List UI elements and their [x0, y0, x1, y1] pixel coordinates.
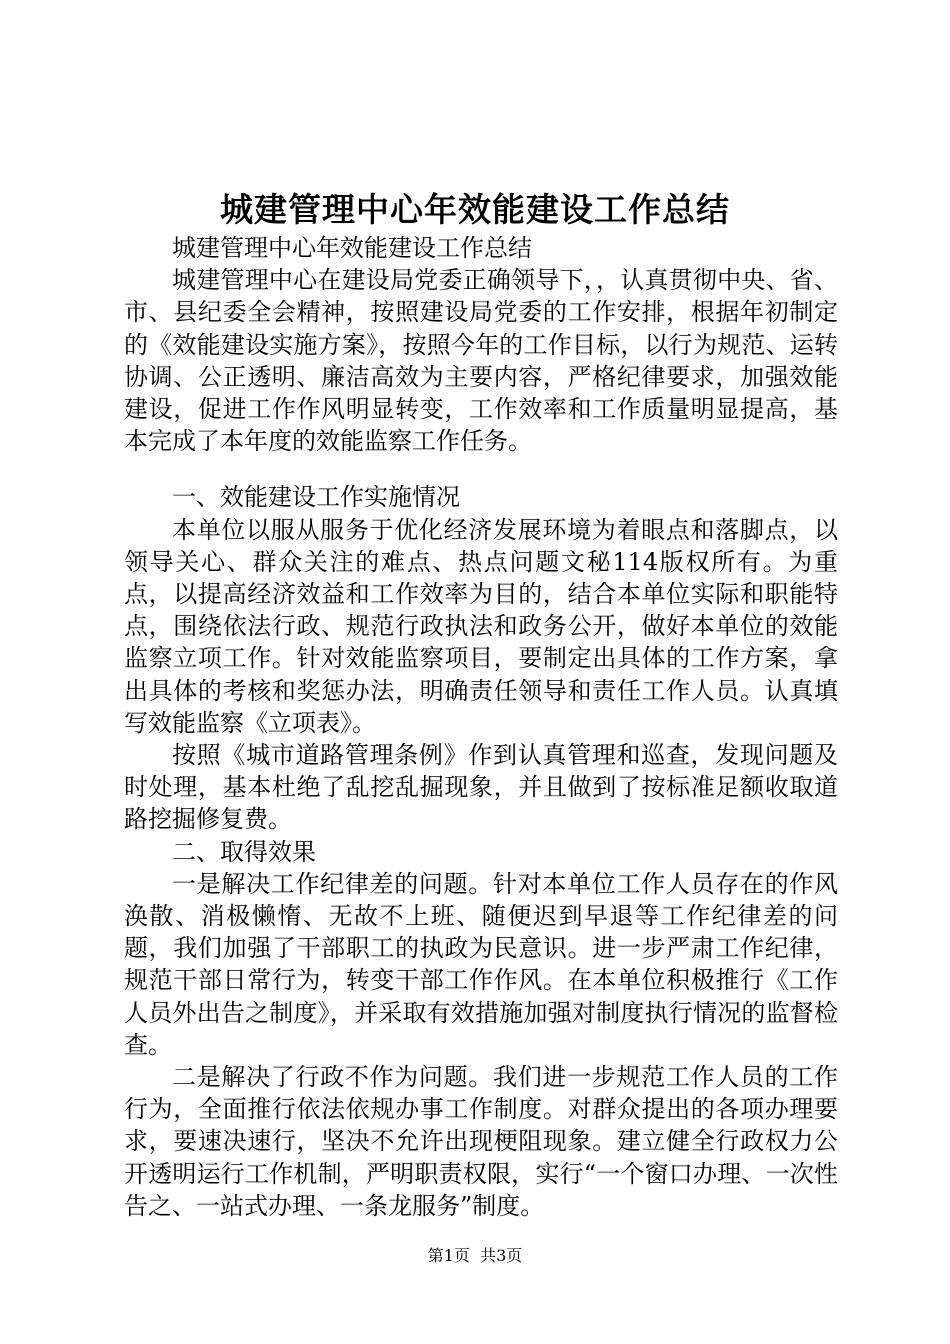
subtitle-paragraph: 城建管理中心年效能建设工作总结 — [172, 234, 532, 262]
section-heading-2: 二、取得效果 — [172, 837, 316, 866]
section-heading-1: 一、效能建设工作实施情况 — [172, 483, 460, 512]
page-number: 第1页 — [427, 1246, 470, 1265]
section-2-paragraph-2: 二是解决了行政不作为问题。我们进一步规范工作人员的工作行为，全面推行依法依规办事工作制度。对群众提出的各项办理要求，要速决速行，坚决不允许出现梗阻现象。建立健全行政权力公开透明运行工作机制，严明职责权限，实行“一个窗口办理、一次性告之、一站式办理、一条龙服务”制度。 — [124, 1063, 838, 1220]
paragraph-gap — [124, 457, 838, 481]
document-body — [124, 232, 838, 1222]
page-total: 共3页 — [480, 1246, 523, 1265]
section-2-paragraph-1: 一是解决工作纪律差的问题。针对本单位工作人员存在的作风涣散、消极懒惰、无故不上班、随便迟到早退等工作纪律差的问题，我们加强了干部职工的执政为民意识。进一步严肃工作纪律，规范干部日常行为，转变干部工作作风。在本单位积极推行《工作人员外出告之制度》，并采取有效措施加强对制度执行情况的监督检查。 — [124, 869, 838, 1059]
intro-paragraph: 城建管理中心在建设局党委正确领导下，，认真贯彻中央、省、市、县纪委全会精神，按照建设局党委的工作安排，根据年初制定的《效能建设实施方案》，按照今年的工作目标，以行为规范、运转协调、公正透明、廉洁高效为主要内容，严格纪律要求，加强效能建设，促进工作作风明显转变，工作效率和工作质量明显提高，基本完成了本年度的效能监察工作任务。 — [124, 266, 838, 456]
section-1-paragraph-2: 按照《城市道路管理条例》作到认真管理和巡查，发现问题及时处理，基本杜绝了乱挖乱掘现象，并且做到了按标准足额收取道路挖掘修复费。 — [124, 741, 838, 834]
page-footer — [0, 1244, 950, 1268]
section-1-paragraph-1: 本单位以服从服务于优化经济发展环境为着眼点和落脚点，以领导关心、群众关注的难点、热点问题文秘114版权所有。为重点，以提高经济效益和工作效率为目的，结合本单位实际和职能特点，围绕依法行政、规范行政执法和政务公开，做好本单位的效能监察立项工作。针对效能监察项目，要制定出具体的工作方案，拿出具体的考核和奖惩办法，明确责任领导和责任工作人员。认真填写效能监察《立项表》。 — [124, 515, 838, 737]
document-title: 城建管理中心年效能建设工作总结 — [220, 190, 730, 229]
